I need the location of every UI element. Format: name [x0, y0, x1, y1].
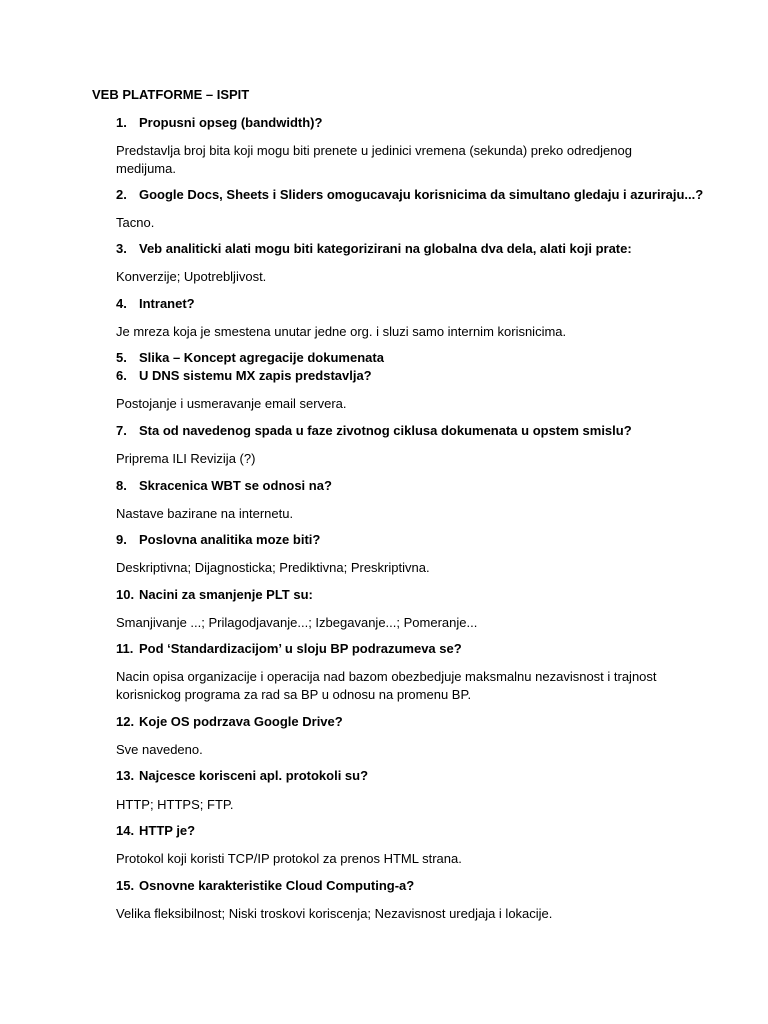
question-text: Nacini za smanjenje PLT su:: [139, 587, 313, 602]
question-text: Osnovne karakteristike Cloud Computing-a?: [139, 878, 415, 893]
answer-7: Priprema ILI Revizija (?): [116, 451, 256, 466]
question-text: U DNS sistemu MX zapis predstavlja?: [139, 368, 372, 383]
answer-6: Postojanje i usmeravanje email servera.: [116, 396, 347, 411]
question-text: Intranet?: [139, 296, 195, 311]
question-text: Sta od navedenog spada u faze zivotnog ciklusa dokumenata u opstem smislu?: [139, 423, 632, 438]
question-text: Propusni opseg (bandwidth)?: [139, 115, 323, 130]
question-text: Poslovna analitika moze biti?: [139, 532, 321, 547]
answer-14: Protokol koji koristi TCP/IP protokol za prenos HTML strana.: [116, 851, 462, 866]
question-1: [116, 115, 322, 131]
question-number: 15.: [116, 878, 135, 893]
answer-10: Smanjivanje ...; Prilagodjavanje...; Izbegavanje...; Pomeranje...: [116, 615, 478, 630]
answer-2: Tacno.: [116, 215, 155, 230]
answer-9: Deskriptivna; Dijagnosticka; Prediktivna; Preskriptivna.: [116, 560, 430, 575]
question-5: [116, 350, 384, 366]
answer-8: Nastave bazirane na internetu.: [116, 506, 294, 521]
question-number: 1.: [116, 115, 127, 130]
answer-3: Konverzije; Upotrebljivost.: [116, 269, 267, 284]
question-number: 10.: [116, 587, 135, 602]
question-text: Koje OS podrzava Google Drive?: [139, 714, 343, 729]
question-13: [116, 768, 368, 784]
document-title: VEB PLATFORME – ISPIT: [92, 87, 250, 102]
question-text: Slika – Koncept agregacije dokumenata: [139, 350, 384, 365]
question-number: 12.: [116, 714, 135, 729]
question-9: [116, 532, 320, 548]
question-4: [116, 296, 195, 312]
question-text: HTTP je?: [139, 823, 196, 838]
question-number: 9.: [116, 532, 127, 547]
question-number: 14.: [116, 823, 135, 838]
question-number: 4.: [116, 296, 127, 311]
question-number: 5.: [116, 350, 127, 365]
question-number: 3.: [116, 241, 127, 256]
answer-1: Predstavlja broj bita koji mogu biti prenete u jedinici vremena (sekunda) preko odredjenog medijuma.: [116, 143, 632, 176]
question-7: [116, 423, 632, 439]
question-number: 7.: [116, 423, 127, 438]
question-3: [116, 241, 632, 257]
question-number: 8.: [116, 478, 127, 493]
answer-11: Nacin opisa organizacije i operacija nad bazom obezbedjuje maksmalnu nezavisnost i trajnost korisnickog programa za rad sa BP u odnosu na promenu BP.: [116, 669, 657, 702]
question-6: [116, 368, 372, 384]
question-number: 11.: [116, 641, 134, 656]
question-text: Pod ‘Standardizacijom’ u sloju BP podrazumeva se?: [139, 641, 462, 656]
answer-4: Je mreza koja je smestena unutar jedne org. i sluzi samo internim korisnicima.: [116, 324, 567, 339]
question-text: Skracenica WBT se odnosi na?: [139, 478, 332, 493]
question-14: [116, 823, 195, 839]
question-12: [116, 714, 343, 730]
question-text: Google Docs, Sheets i Sliders omogucavaju korisnicima da simultano gledaju i azuriraju...?: [139, 187, 704, 202]
question-number: 2.: [116, 187, 127, 202]
answer-12: Sve navedeno.: [116, 742, 203, 757]
question-8: [116, 478, 332, 494]
question-number: 13.: [116, 768, 135, 783]
question-15: [116, 878, 414, 894]
answer-13: HTTP; HTTPS; FTP.: [116, 797, 234, 812]
question-text: Najcesce korisceni apl. protokoli su?: [139, 768, 369, 783]
question-10: [116, 587, 313, 603]
question-number: 6.: [116, 368, 127, 383]
answer-15: Velika fleksibilnost; Niski troskovi koriscenja; Nezavisnost uredjaja i lokacije.: [116, 906, 553, 921]
question-11: [116, 641, 462, 657]
question-2: [116, 187, 703, 203]
question-text: Veb analiticki alati mogu biti kategorizirani na globalna dva dela, alati koji prate:: [139, 241, 632, 256]
